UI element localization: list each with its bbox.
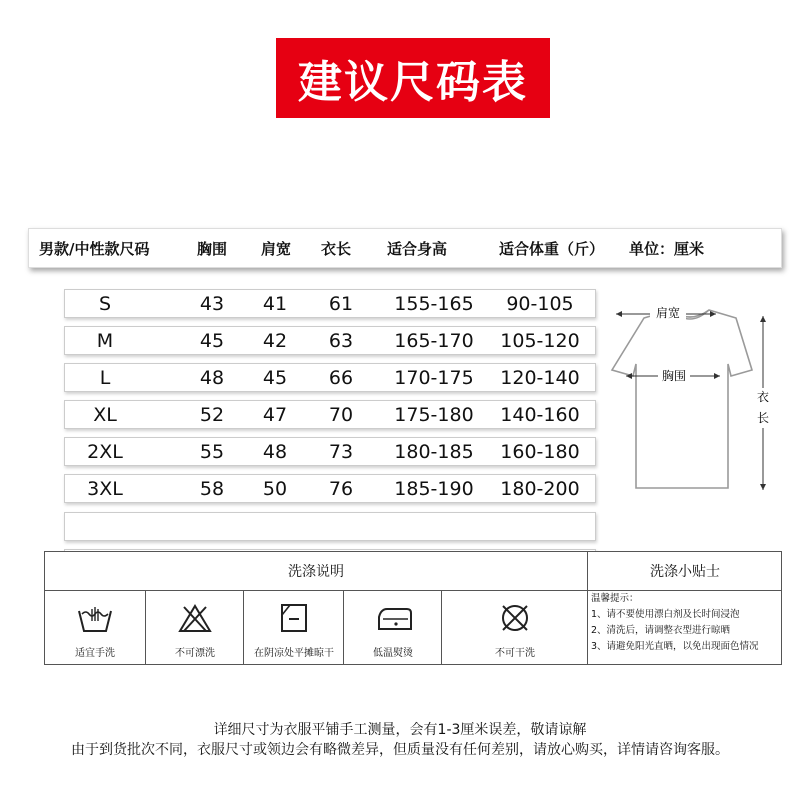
size-cell-length: 63 — [328, 330, 354, 352]
size-cell-shoulder: 41 — [262, 293, 288, 315]
header-height: 适合身高 — [387, 240, 448, 258]
tshirt-outline — [612, 310, 752, 488]
header-chest: 胸围 — [197, 240, 228, 258]
size-cell-size: M — [96, 330, 114, 352]
size-row — [64, 363, 596, 392]
size-cell-shoulder: 50 — [262, 478, 288, 500]
footer-note-2: 由于到货批次不同，衣服尺寸或领边会有略微差异，但质量没有任何差别，请放心购买，详情请咨询客服。 — [71, 742, 729, 758]
size-cell-weight: 160-180 — [500, 441, 580, 463]
size-cell-height: 180-185 — [394, 441, 474, 463]
size-cell-shoulder: 42 — [262, 330, 288, 352]
title-banner — [276, 38, 550, 118]
wash-cell-hand — [45, 590, 145, 665]
wash-label: 不可漂洗 — [175, 648, 215, 659]
wash-cell-dry — [243, 590, 344, 665]
size-row — [64, 289, 596, 318]
size-cell-length: 61 — [328, 293, 354, 315]
size-cell-size: 2XL — [87, 441, 123, 463]
tip-line: 3、请避免阳光直晒，以免出现面色情况 — [591, 641, 759, 652]
size-cell-shoulder: 48 — [262, 441, 288, 463]
length-label-2: 长 — [756, 411, 770, 425]
size-cell-size: 3XL — [87, 478, 123, 500]
header-length: 衣长 — [321, 240, 352, 258]
size-table-header — [28, 228, 782, 268]
wash-tips-title: 洗涤小贴士 — [587, 552, 782, 590]
wash-title: 洗涤说明 — [288, 564, 344, 580]
size-cell-height: 165-170 — [394, 330, 474, 352]
size-cell-weight: 120-140 — [500, 367, 580, 389]
size-cell-height: 175-180 — [394, 404, 474, 426]
hand-wash-icon — [75, 601, 115, 635]
shoulder-label: 肩宽 — [655, 306, 681, 320]
size-cell-chest: 52 — [199, 404, 225, 426]
header-shoulder: 肩宽 — [261, 240, 292, 258]
size-cell-weight: 105-120 — [500, 330, 580, 352]
page-title: 建议尺码表 — [298, 57, 528, 108]
size-cell-size: L — [99, 367, 111, 389]
size-cell-shoulder: 45 — [262, 367, 288, 389]
no-dry-clean-icon — [495, 601, 535, 635]
size-cell-chest: 58 — [199, 478, 225, 500]
wash-tips — [587, 590, 782, 665]
size-cell-height: 185-190 — [394, 478, 474, 500]
size-cell-shoulder: 47 — [262, 404, 288, 426]
size-cell-weight: 140-160 — [500, 404, 580, 426]
tip-line: 温馨提示： — [591, 593, 639, 604]
size-cell-chest: 48 — [199, 367, 225, 389]
tshirt-diagram — [598, 298, 778, 498]
length-label-1: 衣 — [756, 390, 770, 404]
arrow-head-icon — [760, 316, 766, 322]
size-cell-chest: 45 — [199, 330, 225, 352]
size-cell-size: XL — [93, 404, 117, 426]
wash-label: 低温熨烫 — [373, 648, 413, 659]
size-cell-length: 66 — [328, 367, 354, 389]
wash-label: 不可干洗 — [495, 648, 535, 659]
arrow-head-icon — [616, 311, 622, 317]
wash-instructions — [44, 551, 782, 665]
footer-note-1: 详细尺寸为衣服平铺手工测量，会有1-3厘米误差，敬请谅解 — [213, 722, 587, 738]
arrow-head-icon — [760, 484, 766, 490]
no-bleach-icon — [175, 601, 215, 635]
wash-label: 适宜手洗 — [75, 648, 115, 659]
size-row — [64, 437, 596, 466]
size-cell-chest: 43 — [199, 293, 225, 315]
size-row — [64, 400, 596, 429]
tip-line: 2、清洗后，请调整衣型进行晾晒 — [591, 625, 731, 636]
chest-label: 胸围 — [661, 369, 687, 383]
size-cell-chest: 55 — [199, 441, 225, 463]
header-weight: 适合体重（斤） — [499, 240, 605, 258]
wash-cell-iron — [343, 590, 442, 665]
size-cell-size: S — [98, 293, 112, 315]
low-iron-icon — [371, 601, 415, 635]
empty-row — [64, 512, 596, 541]
size-cell-weight: 90-105 — [506, 293, 574, 315]
size-cell-length: 76 — [328, 478, 354, 500]
tip-line: 1、请不要使用漂白剂及长时间浸泡 — [591, 609, 740, 620]
size-cell-height: 155-165 — [394, 293, 474, 315]
wash-label: 在阴凉处平摊晾干 — [254, 648, 334, 659]
size-row — [64, 474, 596, 503]
size-cell-length: 70 — [328, 404, 354, 426]
size-cell-length: 73 — [328, 441, 354, 463]
wash-cell-dryclean — [441, 590, 588, 665]
size-cell-height: 170-175 — [394, 367, 474, 389]
dry-flat-shade-icon — [274, 601, 314, 635]
header-model: 男款/中性款尺码 — [39, 240, 150, 258]
header-unit: 单位：厘米 — [629, 240, 705, 258]
size-cell-weight: 180-200 — [500, 478, 580, 500]
wash-cell-bleach — [145, 590, 244, 665]
size-row — [64, 326, 596, 355]
